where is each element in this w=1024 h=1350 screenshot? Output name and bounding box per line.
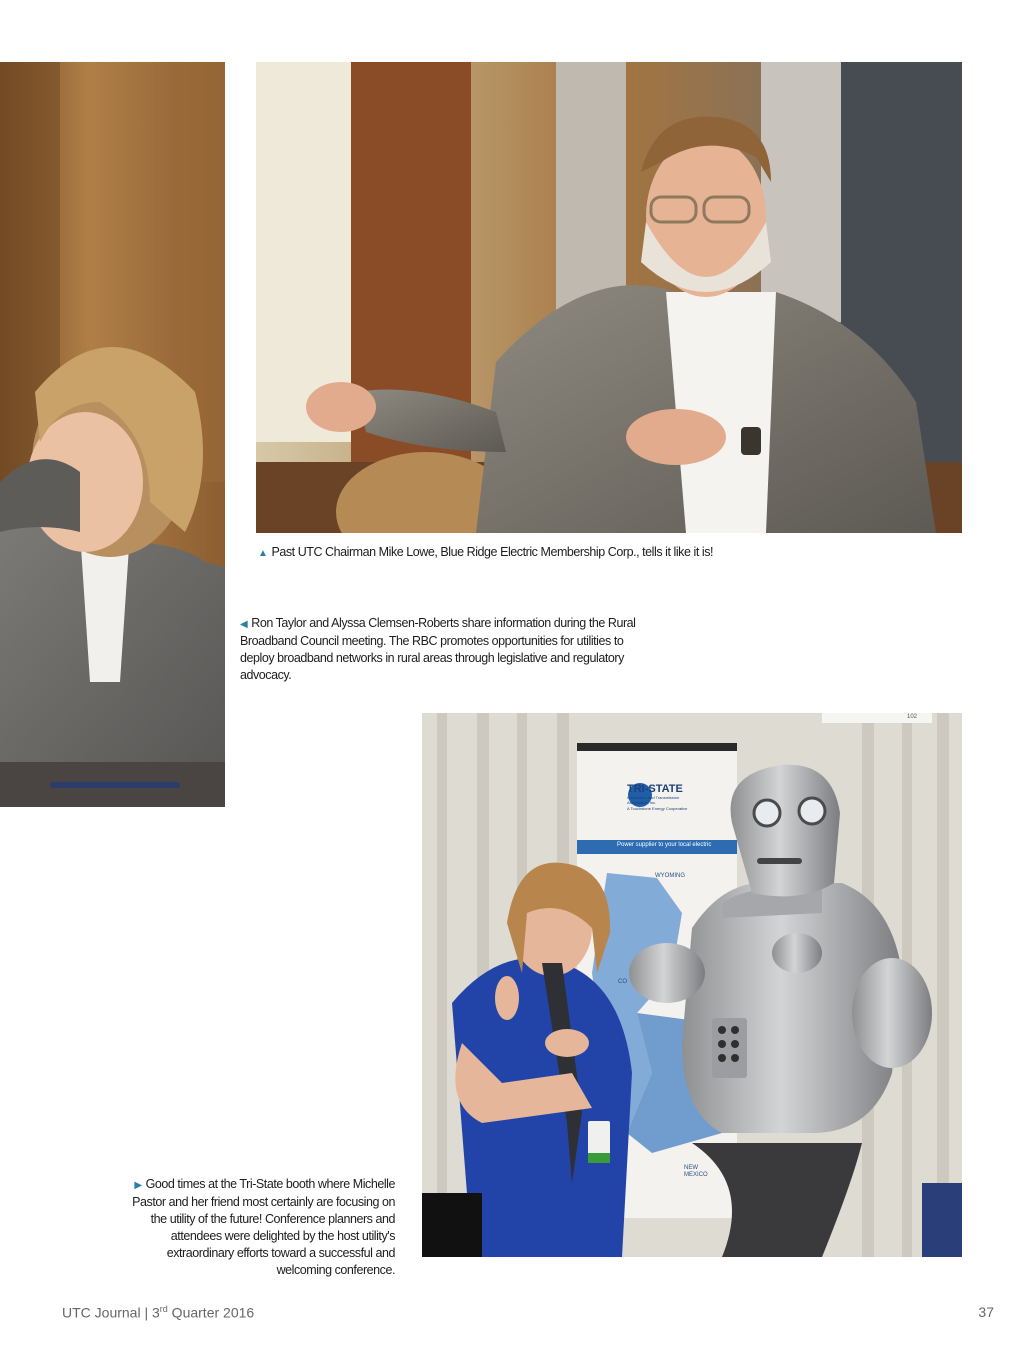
caption-top-text: Past UTC Chairman Mike Lowe, Blue Ridge Electric Membership Corp., tells it like it is! — [271, 545, 714, 559]
banner-strip-text: Power supplier to your local electric — [617, 842, 712, 848]
banner-title: TRI-STATE — [627, 783, 683, 795]
footer-journal — [62, 1304, 254, 1321]
banner-line2: Association, Inc. — [627, 800, 657, 805]
caption-left-photo — [240, 615, 640, 684]
banner-line1: Generation and Transmission — [627, 795, 680, 800]
booth-number: 102 — [907, 714, 918, 720]
map-state-co: CO — [618, 979, 627, 985]
footer-superscript: rd — [159, 1304, 168, 1314]
footer-journal-text: UTC Journal | 3 — [62, 1304, 160, 1321]
left-triangle-icon: ◀ — [240, 619, 248, 630]
booth-banner — [627, 783, 737, 813]
map-state-nm: NEW MEXICO — [684, 1165, 708, 1178]
map-label: WYOMING — [655, 873, 685, 879]
meeting-photo-man — [256, 62, 962, 533]
booth-photo-robot — [422, 713, 962, 1257]
right-triangle-icon: ▶ — [134, 1180, 142, 1191]
caption-bottom-text: Good times at the Tri-State booth where Michelle Pastor and her friend most certainly are focusing on the utility of the future! Conference planners and attendees were delighted by the host utility's extraordinary efforts toward a successful and welcoming conference. — [132, 1177, 395, 1277]
caption-top-photo — [258, 544, 958, 562]
caption-bottom-photo — [128, 1176, 395, 1279]
up-triangle-icon: ▲ — [258, 548, 268, 559]
meeting-photo-woman — [0, 62, 225, 807]
page-number: 37 — [978, 1304, 994, 1320]
banner-tagline: A Touchstone Energy Cooperative — [627, 806, 688, 811]
caption-left-text: Ron Taylor and Alyssa Clemsen-Roberts share information during the Rural Broadband Council meeting. The RBC promotes opportunities for utilities to deploy broadband networks in rural areas through legislative and regulatory advocacy. — [240, 616, 636, 682]
footer-quarter-text: Quarter 2016 — [167, 1304, 255, 1321]
